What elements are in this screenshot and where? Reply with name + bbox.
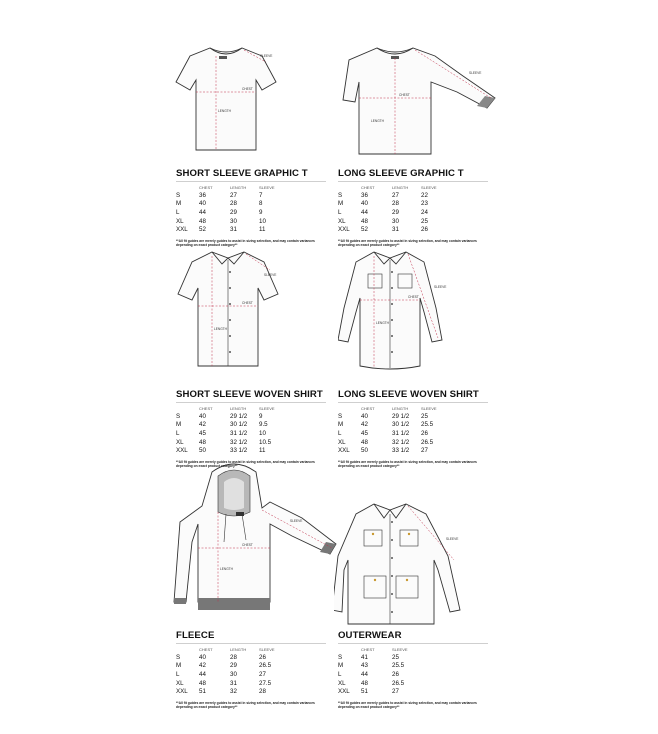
chest-value: 48 [199, 438, 206, 446]
table-row [338, 670, 421, 679]
sleeve-header: SLEEVE [421, 406, 437, 411]
length-value: 32 [230, 688, 237, 696]
table-row [176, 217, 288, 226]
table-row [338, 687, 421, 696]
table-row [176, 191, 288, 200]
garment-title: SHORT SLEEVE GRAPHIC T [176, 168, 308, 179]
sleeve-value: 26 [392, 670, 399, 678]
length-value: 31 1/2 [230, 429, 248, 437]
svg-text:CHEST: CHEST [399, 93, 410, 97]
size-label: L [176, 429, 180, 437]
sleeve-value: 9 [259, 412, 263, 420]
sleeve-value: 25 [421, 412, 428, 420]
size-table [176, 405, 288, 455]
sleeve-value: 23 [421, 200, 428, 208]
outerwear-jacket-illustration [334, 500, 474, 630]
size-label: XXL [338, 226, 350, 234]
sleeve-value: 22 [421, 191, 428, 199]
chest-value: 50 [361, 447, 368, 455]
divider [176, 181, 326, 182]
divider [176, 402, 326, 403]
length-value: 33 1/2 [230, 447, 248, 455]
garment-title: SHORT SLEEVE WOVEN SHIRT [176, 389, 323, 400]
sleeve-value: 26.5 [259, 662, 272, 670]
size-label: XL [338, 679, 346, 687]
chest-header: CHEST [361, 406, 375, 411]
size-label: XXL [338, 447, 350, 455]
chest-value: 51 [199, 688, 206, 696]
length-header: LENGTH [392, 406, 409, 411]
chest-value: 44 [199, 208, 206, 216]
svg-text:SLEEVE: SLEEVE [434, 285, 447, 289]
table-row [176, 429, 288, 438]
chest-value: 42 [361, 421, 368, 429]
size-label: S [176, 191, 181, 199]
size-label: XXL [176, 688, 188, 696]
chest-value: 51 [361, 688, 368, 696]
table-row [338, 217, 450, 226]
length-header: LENGTH [230, 647, 247, 652]
size-panel-short-sleeve-graphic-t [176, 168, 326, 247]
sleeve-header: SLEEVE [259, 647, 275, 652]
chest-header: CHEST [199, 647, 213, 652]
svg-text:LENGTH: LENGTH [220, 567, 233, 571]
chest-value: 44 [361, 208, 368, 216]
table-row [176, 225, 288, 234]
chest-value: 45 [361, 429, 368, 437]
divider [338, 402, 488, 403]
table-row [176, 200, 288, 209]
sleeve-value: 9 [259, 208, 263, 216]
size-header-blank [176, 405, 199, 412]
sleeve-value: 26 [421, 226, 428, 234]
length-value: 27 [392, 191, 399, 199]
chest-value: 42 [199, 662, 206, 670]
size-label: M [176, 200, 182, 208]
length-value: 28 [392, 200, 399, 208]
chest-value: 40 [199, 412, 206, 420]
size-panel-outerwear [338, 630, 488, 709]
sleeve-value: 26 [259, 653, 266, 661]
sleeve-header: SLEEVE [259, 406, 275, 411]
table-row [176, 438, 288, 447]
fit-guide-note: **All fit guides are merely guides to assist in sizing selection, and may contain variances depending on exact product category** [338, 700, 477, 710]
chest-value: 45 [199, 429, 206, 437]
table-row [176, 670, 288, 679]
sleeve-value: 10 [259, 217, 266, 225]
size-panel-long-sleeve-woven-shirt [338, 389, 488, 468]
chest-value: 52 [361, 226, 368, 234]
chest-header: CHEST [199, 185, 213, 190]
sleeve-value: 25 [392, 653, 399, 661]
sleeve-value: 27.5 [259, 679, 272, 687]
size-label: M [176, 421, 182, 429]
length-header: LENGTH [230, 185, 247, 190]
sleeve-value: 27 [421, 447, 428, 455]
divider [338, 181, 488, 182]
size-table-header [176, 405, 288, 412]
svg-text:CHEST: CHEST [408, 295, 419, 299]
length-value: 30 [230, 670, 237, 678]
size-label: XXL [338, 688, 350, 696]
table-row [338, 679, 421, 688]
table-row [176, 653, 288, 662]
sleeve-value: 26.5 [421, 438, 434, 446]
chest-value: 43 [361, 662, 368, 670]
table-row [338, 429, 450, 438]
sleeve-value: 7 [259, 191, 263, 199]
svg-text:SLEEVE: SLEEVE [264, 273, 277, 277]
table-row [176, 679, 288, 688]
table-row [338, 191, 450, 200]
size-panel-short-sleeve-woven-shirt [176, 389, 326, 468]
size-label: L [176, 208, 180, 216]
table-row [176, 208, 288, 217]
fit-guide-note: **All fit guides are merely guides to assist in sizing selection, and may contain variances depending on exact product category** [176, 459, 315, 469]
chest-value: 44 [199, 670, 206, 678]
chest-header: CHEST [199, 406, 213, 411]
size-label: S [338, 191, 343, 199]
sleeve-value: 10.5 [259, 438, 272, 446]
table-row [338, 412, 450, 421]
chest-value: 40 [199, 200, 206, 208]
size-table [176, 646, 288, 696]
size-header-blank [176, 184, 199, 191]
size-label: L [338, 429, 342, 437]
chest-value: 48 [361, 438, 368, 446]
table-row [176, 412, 288, 421]
length-value: 31 [230, 679, 237, 687]
size-panel-long-sleeve-graphic-t [338, 168, 488, 247]
chest-value: 40 [361, 200, 368, 208]
size-label: XL [338, 438, 346, 446]
chest-value: 40 [199, 653, 206, 661]
garment-title: FLEECE [176, 630, 215, 641]
table-row [338, 225, 450, 234]
sleeve-value: 9.5 [259, 421, 268, 429]
table-row [338, 653, 421, 662]
divider [338, 643, 488, 644]
size-header-blank [338, 184, 361, 191]
size-table [338, 405, 450, 455]
chest-value: 48 [361, 679, 368, 687]
length-header: LENGTH [230, 406, 247, 411]
size-table-header [338, 405, 450, 412]
svg-text:CHEST: CHEST [242, 301, 253, 305]
length-value: 31 [230, 226, 237, 234]
svg-text:LENGTH: LENGTH [371, 119, 384, 123]
size-label: S [176, 412, 181, 420]
divider [176, 643, 326, 644]
chest-value: 40 [361, 412, 368, 420]
length-value: 28 [230, 653, 237, 661]
chest-value: 36 [199, 191, 206, 199]
size-label: S [338, 653, 343, 661]
length-value: 30 [392, 217, 399, 225]
sleeve-value: 28 [259, 688, 266, 696]
table-row [176, 421, 288, 430]
length-value: 30 1/2 [230, 421, 248, 429]
table-row [338, 438, 450, 447]
chest-value: 44 [361, 670, 368, 678]
svg-text:SLEEVE: SLEEVE [469, 71, 482, 75]
length-value: 31 1/2 [392, 429, 410, 437]
fleece-hoodie-illustration [162, 459, 342, 622]
size-header-blank [338, 646, 361, 653]
size-table-header [338, 184, 450, 191]
garment-title: LONG SLEEVE GRAPHIC T [338, 168, 464, 179]
length-value: 33 1/2 [392, 447, 410, 455]
size-header-blank [338, 405, 361, 412]
size-header-blank [176, 646, 199, 653]
table-row [338, 662, 421, 671]
size-panel-fleece [176, 630, 326, 709]
length-value: 31 [392, 226, 399, 234]
garment-title: OUTERWEAR [338, 630, 402, 641]
table-row [338, 208, 450, 217]
length-value: 32 1/2 [392, 438, 410, 446]
chest-value: 42 [199, 421, 206, 429]
table-row [176, 687, 288, 696]
chest-header: CHEST [361, 185, 375, 190]
size-table [176, 184, 288, 234]
size-table [338, 184, 450, 234]
chest-value: 50 [199, 447, 206, 455]
size-label: L [338, 670, 342, 678]
size-label: L [176, 670, 180, 678]
fit-guide-note: **All fit guides are merely guides to assist in sizing selection, and may contain variances depending on exact product category** [176, 238, 315, 248]
size-label: XXL [176, 226, 188, 234]
svg-text:CHEST: CHEST [242, 87, 253, 91]
chest-value: 36 [361, 191, 368, 199]
length-header: LENGTH [392, 185, 409, 190]
table-row [338, 421, 450, 430]
chest-value: 48 [199, 217, 206, 225]
length-value: 29 [230, 208, 237, 216]
short-sleeve-woven-shirt-illustration [172, 248, 284, 373]
long-sleeve-tshirt-illustration [335, 42, 505, 162]
size-label: XL [176, 438, 184, 446]
svg-text:LENGTH: LENGTH [218, 109, 231, 113]
chest-value: 48 [361, 217, 368, 225]
length-value: 32 1/2 [230, 438, 248, 446]
sleeve-header: SLEEVE [259, 185, 275, 190]
table-row [176, 662, 288, 671]
sleeve-value: 27 [259, 670, 266, 678]
size-label: L [338, 208, 342, 216]
length-value: 29 [230, 662, 237, 670]
fit-guide-note: **All fit guides are merely guides to assist in sizing selection, and may contain variances depending on exact product category** [338, 238, 477, 248]
sleeve-value: 25 [421, 217, 428, 225]
sleeve-value: 27 [392, 688, 399, 696]
short-sleeve-tshirt-illustration [172, 42, 282, 154]
svg-text:SLEEVE: SLEEVE [290, 519, 303, 523]
size-label: XL [176, 217, 184, 225]
sleeve-value: 24 [421, 208, 428, 216]
length-value: 28 [230, 200, 237, 208]
chest-header: CHEST [361, 647, 375, 652]
sleeve-header: SLEEVE [392, 647, 408, 652]
garment-title: LONG SLEEVE WOVEN SHIRT [338, 389, 479, 400]
svg-text:SLEEVE: SLEEVE [446, 537, 459, 541]
table-row [176, 446, 288, 455]
length-value: 29 1/2 [392, 412, 410, 420]
size-label: S [338, 412, 343, 420]
table-row [338, 446, 450, 455]
svg-text:CHEST: CHEST [242, 543, 253, 547]
size-label: S [176, 653, 181, 661]
sleeve-value: 8 [259, 200, 263, 208]
sleeve-header: SLEEVE [421, 185, 437, 190]
chest-value: 52 [199, 226, 206, 234]
table-row [338, 200, 450, 209]
chest-value: 48 [199, 679, 206, 687]
sleeve-value: 10 [259, 429, 266, 437]
size-label: XL [338, 217, 346, 225]
size-label: M [338, 200, 344, 208]
sleeve-value: 11 [259, 226, 266, 234]
size-table-header [176, 646, 288, 653]
sleeve-value: 25.5 [421, 421, 434, 429]
length-value: 30 [230, 217, 237, 225]
size-label: XL [176, 679, 184, 687]
sleeve-value: 26 [421, 429, 428, 437]
length-value: 29 1/2 [230, 412, 248, 420]
fit-guide-note: **All fit guides are merely guides to assist in sizing selection, and may contain variances depending on exact product category** [338, 459, 477, 469]
chest-value: 41 [361, 653, 368, 661]
fit-guide-note: **All fit guides are merely guides to assist in sizing selection, and may contain variances depending on exact product category** [176, 700, 315, 710]
sleeve-value: 25.5 [392, 662, 405, 670]
length-value: 30 1/2 [392, 421, 410, 429]
size-label: M [338, 662, 344, 670]
size-label: M [176, 662, 182, 670]
size-table-header [338, 646, 421, 653]
length-value: 29 [392, 208, 399, 216]
length-value: 27 [230, 191, 237, 199]
size-label: M [338, 421, 344, 429]
size-table [338, 646, 421, 696]
size-label: XXL [176, 447, 188, 455]
svg-text:SLEEVE: SLEEVE [260, 54, 273, 58]
size-table-header [176, 184, 288, 191]
svg-text:LENGTH: LENGTH [214, 327, 227, 331]
sleeve-value: 26.5 [392, 679, 405, 687]
sleeve-value: 11 [259, 447, 266, 455]
svg-text:LENGTH: LENGTH [376, 321, 389, 325]
long-sleeve-woven-shirt-illustration [338, 248, 458, 373]
